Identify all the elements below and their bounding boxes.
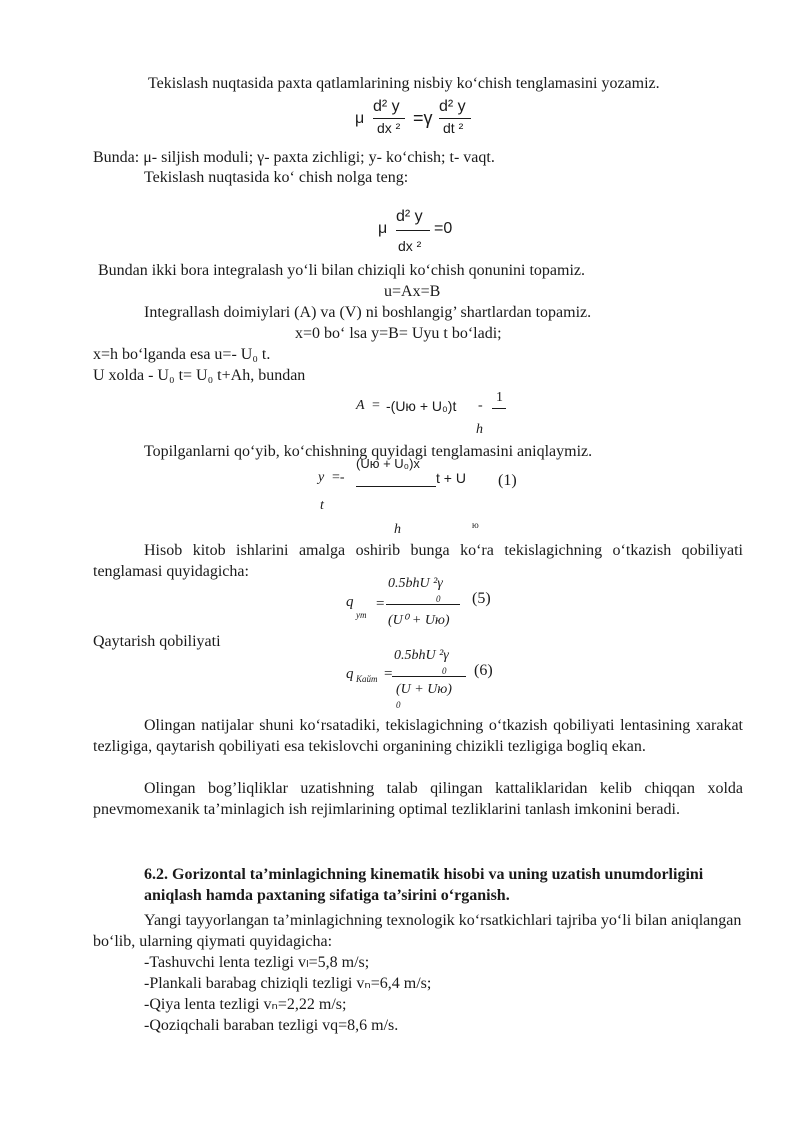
eqY-plus: t + U bbox=[436, 470, 466, 486]
eq1-numerator-1: d² y bbox=[373, 98, 400, 115]
paragraph-return-capacity: Qaytarish qobiliyati bbox=[93, 633, 221, 650]
eqA-body: -(Uю + U₀)t bbox=[386, 398, 457, 414]
paragraph-capacity-text: Hisob kitob ishlarini amalga oshirib bunga ko‘ra tekislagichning o‘tkazish qobiliyati tenglamasi quyidagicha: bbox=[93, 542, 743, 580]
eq6-fraction-bar bbox=[392, 676, 466, 677]
eq2-rhs: =0 bbox=[434, 220, 453, 237]
paragraph-feeder: Yangi tayyorlangan ta’minlagichning texnologik ko‘rsatkichlari tajriba yo‘li bilan aniqlangan bo‘lib, ularning qiymati quyidagicha: bbox=[93, 912, 742, 950]
eqA-denominator: h bbox=[476, 422, 483, 437]
eqY-t: t bbox=[320, 498, 324, 513]
eq6-denominator-subscript: 0 bbox=[396, 700, 401, 710]
eq2-fraction-bar bbox=[396, 230, 430, 231]
equation-zero bbox=[378, 206, 478, 256]
paragraph-zero-displacement: Tekislash nuqtasida ko‘ chish nolga teng: bbox=[144, 169, 409, 186]
eq1-denominator-1: dx ² bbox=[377, 120, 401, 136]
eqA-fraction-bar bbox=[492, 408, 506, 409]
eqA-lhs: A bbox=[356, 398, 365, 413]
eq6-label: (6) bbox=[474, 662, 493, 679]
paragraph-notation: Bunda: μ- siljish moduli; γ- paxta zichligi; y- ko‘chish; t- vaqt. bbox=[93, 149, 495, 166]
eq2-mu: μ bbox=[378, 220, 388, 237]
section-heading: 6.2. Gorizontal ta’minlagichning kinematik hisobi va uning uzatish unumdorligini aniqlash hamda paxtaning sifatiga ta’sirini o‘rganish. bbox=[144, 866, 704, 904]
equation-constant-a bbox=[356, 390, 556, 444]
eq1-fraction-bar-1 bbox=[373, 118, 405, 119]
paragraph-dependencies: Olingan bog’liqliklar uzatishning talab qilingan kattaliklaridan kelib chiqqan xolda pnevmomexanik ta’minlagich ish rejimlarining optimal tezliklarini tanlash imkonini beradi. bbox=[93, 780, 743, 818]
eq1-numerator-2: d² y bbox=[439, 98, 466, 115]
eq1-mu: μ bbox=[355, 110, 365, 127]
paragraph-constants: Integrallash doimiylari (A) va (V) ni boshlangig’ shartlardan topamiz. bbox=[144, 304, 592, 321]
eqA-minus: - bbox=[478, 398, 483, 413]
eq6-q: q bbox=[346, 666, 354, 682]
eq2-denominator: dx ² bbox=[398, 238, 422, 254]
eqY-lhs: y bbox=[318, 470, 325, 485]
eq5-q-subscript: ут bbox=[356, 610, 367, 620]
condition-xh: x=h bo‘lganda esa u=- U₀ t. bbox=[93, 346, 271, 363]
list-item: -Tashuvchi lenta tezligi vₗ=5,8 m/s; bbox=[144, 954, 370, 971]
eqY-fraction-bar bbox=[356, 486, 436, 487]
eq5-numerator-subscript: 0 bbox=[436, 594, 441, 604]
list-item: -Qoziqchali baraban tezligi vq=8,6 m/s. bbox=[144, 1017, 399, 1034]
paragraph-substitute: Topilganlarni qo‘yib, ko‘chishning quyidagi tenglamasini aniqlaymiz. bbox=[144, 443, 593, 460]
paragraph-integration: Bundan ikki bora integralash yo‘li bilan chiziqli ko‘chish qonunini topamiz. bbox=[98, 262, 586, 279]
eq6-equals: = bbox=[384, 666, 393, 682]
eqY-denominator: h bbox=[394, 522, 401, 537]
paragraph-then: U xolda - U₀ t= U₀ t+Ah, bundan bbox=[93, 367, 306, 384]
list-item: -Qiya lenta tezligi vₙ=2,22 m/s; bbox=[144, 996, 347, 1013]
eq5-denominator: (U⁰ + Uю) bbox=[388, 613, 450, 628]
eq5-fraction-bar bbox=[386, 604, 460, 605]
eqY-label: (1) bbox=[498, 472, 517, 489]
equation-throughput bbox=[344, 572, 524, 632]
eq6-q-subscript: Кайт bbox=[356, 674, 378, 684]
eq6-numerator-subscript: 0 bbox=[442, 666, 447, 676]
equation-return bbox=[344, 644, 524, 710]
eqY-numerator: (Uю + U₀)x bbox=[356, 456, 420, 471]
paragraph-intro: Tekislash nuqtasida paxta qatlamlarining nisbiy ko‘chish tenglamasini yozamiz. bbox=[148, 75, 660, 92]
eqA-numerator: 1 bbox=[496, 390, 503, 405]
equation-displacement bbox=[318, 458, 558, 538]
condition-x0: x=0 bo‘ lsa y=B= Uyu t bo‘ladi; bbox=[295, 325, 502, 342]
eqY-subscript: ю bbox=[472, 520, 479, 530]
eqA-equals: = bbox=[372, 398, 380, 413]
equation-linear: u=Ax=B bbox=[384, 283, 441, 300]
eq5-equals: = bbox=[376, 596, 385, 612]
eq6-numerator: 0.5bhU ²γ bbox=[394, 648, 449, 663]
eq1-equals-gamma: =γ bbox=[413, 108, 433, 128]
eq1-fraction-bar-2 bbox=[439, 118, 471, 119]
paragraph-results: Olingan natijalar shuni ko‘rsatadiki, tekislagichning o‘tkazish qobiliyati lentasining xarakat tezligiga, qaytarish qobiliyati esa tekislovchi organining chizikli tezligiga bogliq ekan. bbox=[93, 717, 743, 755]
eq5-numerator: 0.5bhU ²γ bbox=[388, 576, 443, 591]
eq2-numerator: d² y bbox=[396, 208, 423, 225]
eq1-denominator-2: dt ² bbox=[443, 120, 464, 136]
eq5-q: q bbox=[346, 594, 354, 610]
eqY-equals: =- bbox=[332, 470, 345, 485]
equation-motion bbox=[355, 96, 495, 136]
list-item: -Plankali barabag chiziqli tezligi vₙ=6,4 m/s; bbox=[144, 975, 432, 992]
eq6-denominator: (U + Uю) bbox=[396, 682, 452, 697]
eq5-label: (5) bbox=[472, 590, 491, 607]
